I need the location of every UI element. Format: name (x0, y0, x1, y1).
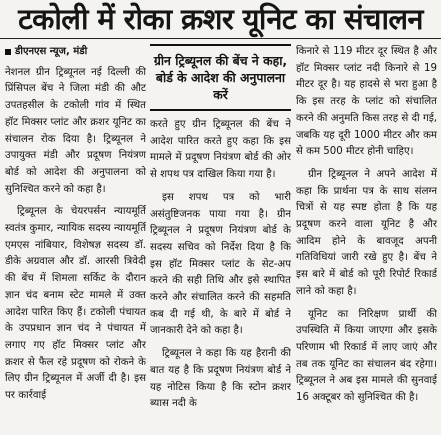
paragraph: ट्रिब्यूनल के चेयरपर्सन न्यायमूर्ति स्वतंत्र कुमार, न्यायिक सदस्य न्यायमूर्ति एमएस नांबियार, विशेषज्ञ सदस्य डॉ. डीके अग्रवाल और डॉ. आरसी त्रिवेदी की बेंच में शिमला सर्किट के दौरान ज्ञान चंद बनाम स्टेट मामले में उक्त आदेश पारित किए हैं। टकोली पंचायत के उपप्रधान ज्ञान चंद ने पंचायत में लगाए गए हॉट मिक्सर प्लांट और क्रशर से फैल रहे प्रदूषण को रोकने के लिए ग्रीन ट्रिब्यूनल में अर्जी दी है। इस पर कार्रवाई (5, 206, 146, 402)
article-column-1 (5, 44, 146, 405)
paragraph: यूनिट का निरिक्षण प्रार्थी की उपस्थिति में किया जाएगा और इसके परिणाम भी रिकार्ड में लाए जाएं और तब तक यूनिट का संचालन बंद रहेगा। ट्रिब्यूनल ने अब इस मामले की सुनवाई 16 अक्टूबर को सुनिश्चित की है। (296, 308, 437, 404)
paragraph: ट्रिब्यूनल ने कहा कि यह हैरानी की बात यह है कि प्रदूषण नियंत्रण बोर्ड ने यह नोटिस किया है कि स्टोन क्रशर ब्यास नदी के (150, 348, 291, 410)
headline-divider (0, 38, 441, 39)
byline-text: डीएनएस न्यूज, मंडी (15, 46, 88, 57)
bullet-square-icon (5, 49, 11, 55)
paragraph: नेशनल ग्रीन ट्रिब्यूनल नई दिल्ली की प्रिंसिपल बेंच ने जिला मंडी की औट उपतहसील के टकोली गांव में स्थित हॉट मिक्सर प्लांट और क्रशर यूनिट का संचालन रोक दिया है। ट्रिब्यूनल ने उपायुक्त मंडी और प्रदूषण नियंत्रण बोर्ड को आदेश की अनुपालना को सुनिश्चित करने को कहा है। (5, 66, 146, 195)
paragraph: किनारे से 119 मीटर दूर स्थित है और हॉट मिक्सर प्लांट नदी किनारे से 19 मीटर दूर है। यह हादसे से भरा हुआ है कि इस तरह के प्लांट को संचालित करने की अनुमति किस तरह से दी गई, जबकि यह दूरी 1000 मीटर और कम से कम 500 मीटर होनी चाहिए। (296, 46, 437, 158)
paragraph: ग्रीन ट्रिब्यूनल ने अपने आदेश में कहा कि प्रार्थना पत्र के साथ संलग्न चित्रों से यह स्पष्ट होता है कि यह प्रदूषण करने वाला यूनिट है और आदिम होने के बावजूद अपनी गतिविधियां जारी रखे हुए है। बेंच ने इस बारे में बोर्ड को पूरी रिपोर्ट रिकार्ड लाने को कहा है। (296, 168, 437, 297)
article-column-2 (150, 44, 291, 413)
paragraph: करते हुए ग्रीन ट्रिब्यूनल की बेंच ने आदेश पारित करते हुए कहा कि इस मामले में प्रदूषण नियंत्रण बोर्ड की ओर से शपथ पत्र दाखिल किया गया है। (150, 119, 291, 181)
byline (5, 44, 146, 61)
article-column-3 (296, 44, 437, 407)
paragraph: इस शपथ पत्र को भारी असंतुष्टिजनक पाया गया है। ग्रीन ट्रिब्यूनल ने प्रदूषण नियंत्रण बोर्ड के सदस्य सचिव को निर्देश दिया है कि इस हॉट मिक्सर प्लांट के सेट-अप करने की सही तिथि और इसे स्थापित करने और संचालित करने की सहमति कब दी गई थी, के बारे में बोर्ड ने जानकारी देने को कहा है। (150, 191, 291, 337)
headline: टकोली में रोका क्रशर यूनिट का संचालन (0, 0, 441, 38)
pull-quote: ग्रीन ट्रिब्यूनल की बेंच ने कहा, बोर्ड के आदेश की अनुपालना करें (150, 44, 291, 111)
